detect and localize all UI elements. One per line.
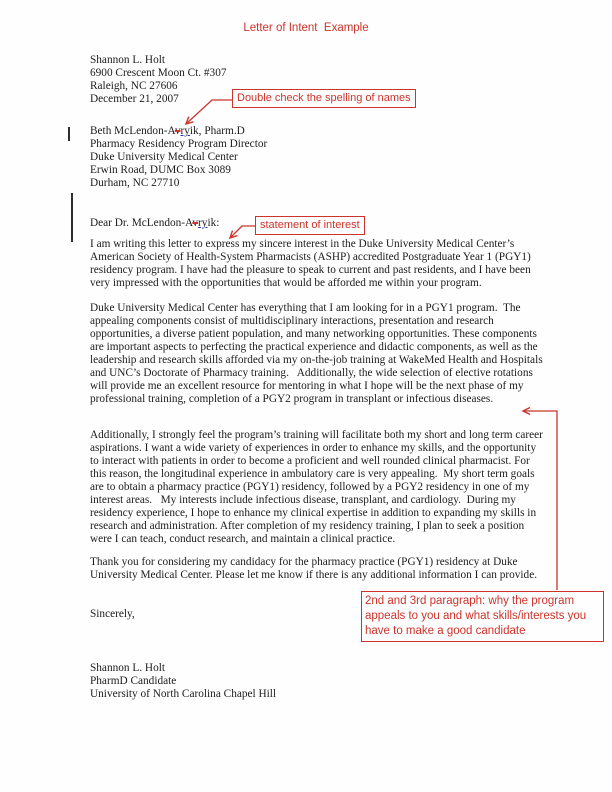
letter-date: December 21, 2007 bbox=[90, 93, 179, 105]
signature-name: Shannon L. Holt bbox=[90, 662, 165, 674]
recipient-title: Pharmacy Residency Program Director bbox=[90, 138, 268, 150]
struck-letter: v bbox=[174, 125, 181, 137]
spellcheck-underlined-letters: ry bbox=[198, 217, 208, 229]
spellcheck-underlined-letters: ry bbox=[180, 125, 190, 137]
revision-change-bar bbox=[71, 193, 73, 242]
paragraph-3: Additionally, I strongly feel the program’s training will facilitate both my short and long term career aspirations. I want a wide variety of experiences in order to enhance my skills, and the opportunity to interact with patients in order to become a proficient and well rounded clinical pharmacist. For this reason, the longitudinal experience in ambulatory care is very appealing. My short term goals are to obtain a pharmacy practice (PGY1) residency, followed by a PGY2 residency in one of my interest areas. My interests include infectious disease, transplant, and cardiology. During my residency experience, I hope to enhance my clinical expertise in addition to expanding my skills in research and administration. After completion of my residency training, I plan to seek a position were I can teach, conduct research, and maintain a clinical practice. bbox=[90, 429, 546, 545]
sender-name: Shannon L. Holt bbox=[90, 54, 165, 66]
salutation-prefix: Dear Dr. McLendon-A bbox=[90, 217, 193, 229]
salutation-line bbox=[90, 217, 219, 230]
valediction: Sincerely, bbox=[90, 608, 135, 620]
sender-address-block bbox=[90, 54, 227, 106]
sender-city: Raleigh, NC 27606 bbox=[90, 80, 178, 92]
paragraph-2: Duke University Medical Center has everything that I am looking for in a PGY1 program. The appealing components consist of multidisciplinary interactions, presentation and research opportunities, a diverse patient population, and many networking opportunities. These components are important aspects to perfecting the practical experience and didactic components, as well as the leadership and research skills afforded via my on-the-job training at WakeMed Health and Hospitals and UNC’s Doctorate of Pharmacy training. Additionally, the wide selection of elective rotations will provide me an excellent resource for mentoring in what I hope will be the next phase of my professional training, completion of a PGY2 program in transplant or infectious diseases. bbox=[90, 302, 546, 405]
document-title: Letter of Intent Example bbox=[243, 22, 369, 34]
recipient-name-suffix: ik, Pharm.D bbox=[189, 125, 245, 137]
recipient-city: Durham, NC 27710 bbox=[90, 177, 180, 189]
recipient-organization: Duke University Medical Center bbox=[90, 151, 238, 163]
paragraph-1: I am writing this letter to express my sincere interest in the Duke University Medical Center’s American Society of Health-System Pharmacists (ASHP) accredited Postgraduate Year 1 (PGY1) residency program. I have had the pleasure to speak to current and past residents, and I have been very impressed with the opportunities that would be afforded me within your program. bbox=[90, 238, 534, 289]
sender-street: 6900 Crescent Moon Ct. #307 bbox=[90, 67, 227, 79]
signature-school: University of North Carolina Chapel Hill bbox=[90, 688, 277, 700]
recipient-name-prefix: Beth McLendon-A bbox=[90, 125, 175, 137]
annotation-paragraph-note: 2nd and 3rd paragraph: why the program appeals to you and what skills/interests you have to make a good candidate bbox=[361, 591, 604, 642]
paragraph-4: Thank you for considering my candidacy for the pharmacy practice (PGY1) residency at Duke University Medical Center. Please let me know if there is any additional information I can provide. bbox=[90, 556, 538, 581]
signature-block bbox=[90, 662, 276, 701]
recipient-street: Erwin Road, DUMC Box 3089 bbox=[90, 164, 231, 176]
revision-change-bar bbox=[68, 127, 70, 141]
annotation-interest-note: statement of interest bbox=[255, 216, 365, 235]
struck-letter: v bbox=[192, 217, 199, 229]
salutation-suffix: ik: bbox=[207, 217, 220, 229]
annotation-spelling-note: Double check the spelling of names bbox=[232, 89, 416, 108]
arrow-to-first-paragraph bbox=[230, 226, 255, 238]
recipient-address-block bbox=[90, 125, 267, 190]
recipient-name-line bbox=[90, 125, 267, 138]
signature-credential: PharmD Candidate bbox=[90, 675, 177, 687]
